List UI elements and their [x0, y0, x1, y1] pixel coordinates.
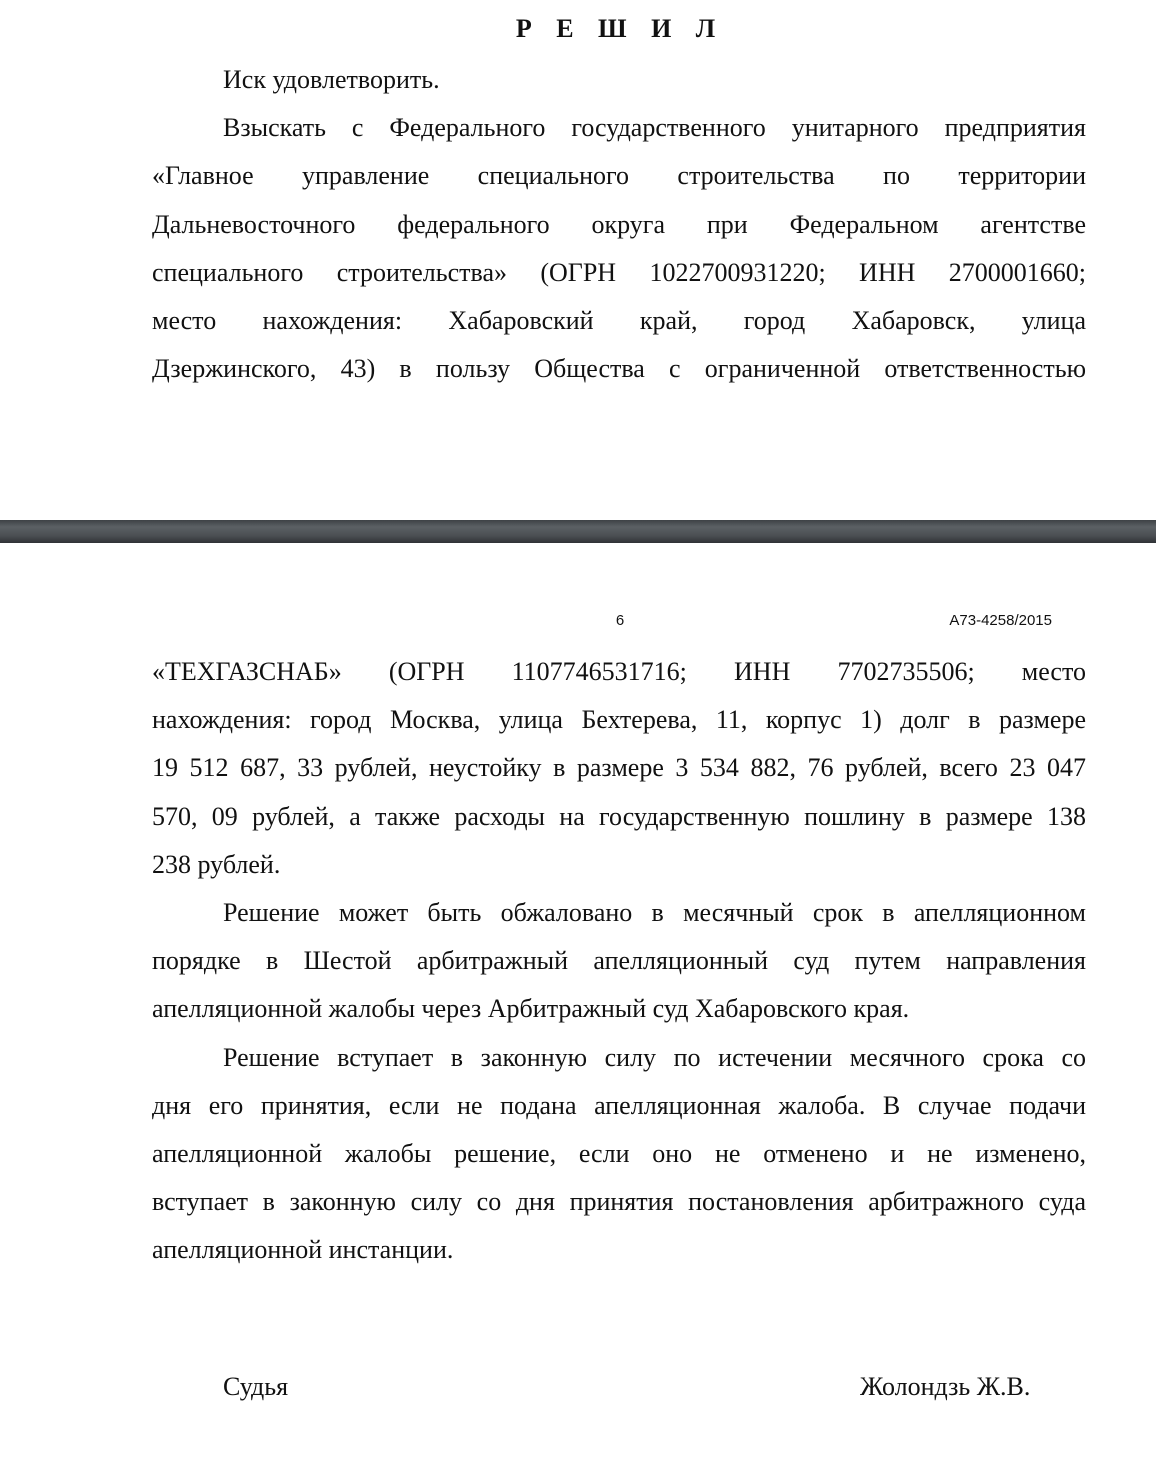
page-number: 6 — [615, 612, 625, 629]
document-page-top — [0, 0, 1156, 520]
paragraph-line: Иск удовлетворить. — [223, 65, 440, 94]
paragraph-line: Дзержинского, 43) в пользу Общества с ограниченной ответственностью — [152, 354, 1086, 384]
paragraph-line: Взыскать с Федерального государственного унитарного предприятия — [223, 113, 1086, 143]
paragraph-line: вступает в законную силу со дня принятия постановления арбитражного суда — [152, 1187, 1086, 1217]
paragraph-line: Решение вступает в законную силу по истечении месячного срока со — [223, 1042, 1086, 1072]
paragraph-line: место нахождения: Хабаровский край, город Хабаровск, улица — [152, 305, 1086, 335]
paragraph-line: 570, 09 рублей, а также расходы на государственную пошлину в размере 138 — [152, 801, 1086, 831]
paragraph-line: апелляционной жалобы через Арбитражный суд Хабаровского края. — [152, 994, 910, 1024]
paragraph-line: «ТЕХГАЗСНАБ» (ОГРН 1107746531716; ИНН 7702735506; место — [152, 657, 1086, 686]
case-number: А73-4258/2015 — [949, 612, 1052, 629]
signature-role: Судья — [223, 1372, 289, 1401]
paragraph-line: «Главное управление специального строительства по территории — [152, 161, 1086, 191]
page-separator — [0, 520, 1156, 543]
paragraph-line: апелляционной жалобы решение, если оно не отменено и не изменено, — [152, 1138, 1086, 1168]
paragraph-line: 238 рублей. — [152, 849, 281, 879]
paragraph-line: порядке в Шестой арбитражный апелляционный суд путем направления — [152, 946, 1086, 976]
paragraph-line: нахождения: город Москва, улица Бехтерева, 11, корпус 1) долг в размере — [152, 705, 1086, 735]
decision-body-bottom — [152, 648, 1086, 1274]
paragraph-line: Дальневосточного федерального округа при Федеральном агентстве — [152, 209, 1086, 239]
decision-heading: Р Е Ш И Л — [515, 14, 725, 43]
paragraph-line: специального строительства» (ОГРН 1022700931220; ИНН 2700001660; — [152, 257, 1086, 287]
signature-name: Жолондзь Ж.В. — [860, 1372, 1031, 1401]
paragraph-line: 19 512 687, 33 рублей, неустойку в размере 3 534 882, 76 рублей, всего 23 047 — [152, 753, 1086, 783]
decision-body-top — [152, 56, 1086, 393]
paragraph-line: дня его принятия, если не подана апелляционная жалоба. В случае подачи — [152, 1090, 1086, 1120]
paragraph-line: апелляционной инстанции. — [152, 1235, 454, 1265]
paragraph-line: Решение может быть обжаловано в месячный срок в апелляционном — [223, 897, 1086, 927]
